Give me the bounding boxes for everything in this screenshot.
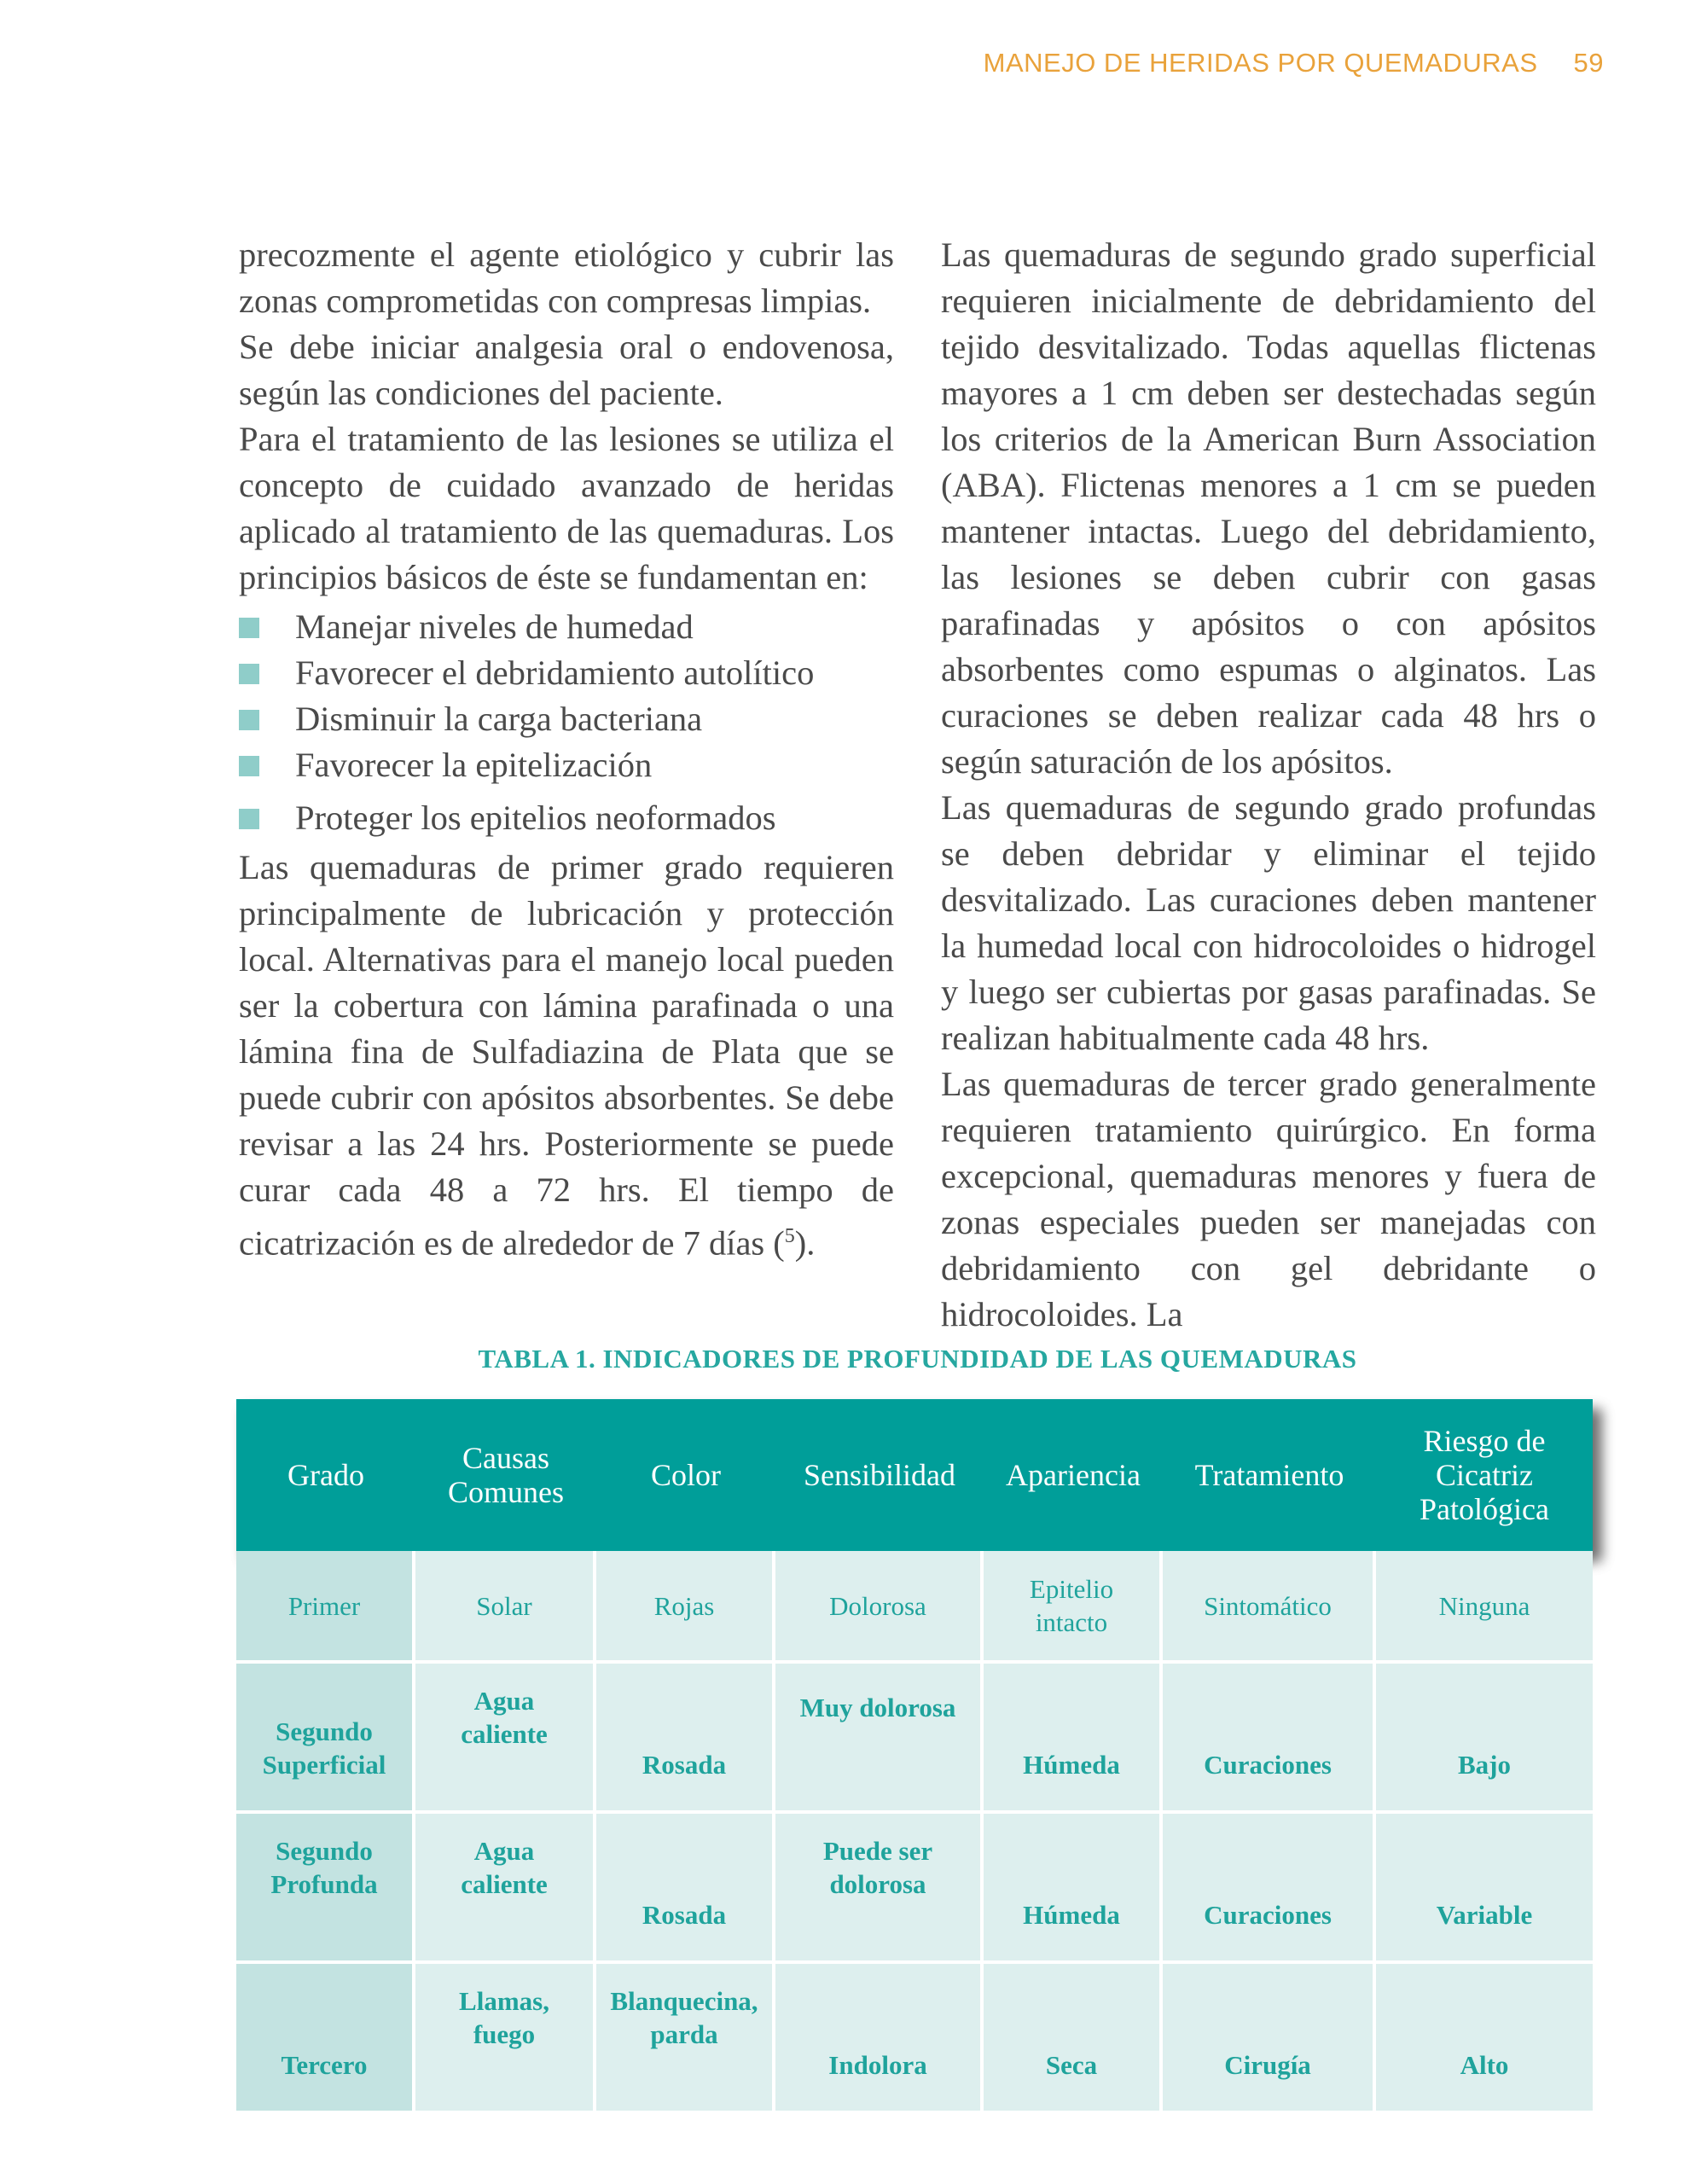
table-cell: Húmeda <box>984 1660 1163 1810</box>
running-header <box>938 48 1604 78</box>
table-cell: Epitelio intacto <box>984 1551 1163 1660</box>
list-item: Favorecer el debridamiento autolítico <box>239 650 894 696</box>
table-cell: Muy dolorosa <box>775 1660 984 1810</box>
column-header: Tratamiento <box>1163 1399 1376 1551</box>
square-bullet-icon <box>239 710 259 730</box>
table-cell: Rosada <box>596 1810 775 1960</box>
table-row <box>236 1551 1593 1660</box>
table-cell: Primer <box>236 1551 415 1660</box>
reference-number: 5 <box>784 1225 795 1247</box>
column-header: Color <box>596 1399 775 1551</box>
table-cell: Agua caliente <box>415 1660 596 1810</box>
table-cell: Variable <box>1376 1810 1593 1960</box>
table-cell: Solar <box>415 1551 596 1660</box>
table-cell: Agua caliente <box>415 1810 596 1960</box>
running-title: MANEJO DE HERIDAS POR QUEMADURAS <box>983 48 1538 78</box>
table-cell: Puede ser dolorosa <box>775 1810 984 1960</box>
table-cell: Ninguna <box>1376 1551 1593 1660</box>
square-bullet-icon <box>239 809 259 829</box>
table-cell: Cirugía <box>1163 1960 1376 2111</box>
column-header: Riesgo de Cicatriz Patológica <box>1376 1399 1593 1551</box>
left-paragraph-2: Se debe iniciar analgesia oral o endovenosa, según las condiciones del paciente. <box>239 328 894 412</box>
table-cell: Blanquecina, parda <box>596 1960 775 2111</box>
table-cell: Seca <box>984 1960 1163 2111</box>
table-cell: Húmeda <box>984 1810 1163 1960</box>
table-caption: TABLA 1. INDICADORES DE PROFUNDIDAD DE LAS QUEMADURAS <box>478 1344 1357 1374</box>
burn-depth-table <box>236 1399 1593 2111</box>
list-item: Proteger los epitelios neoformados <box>239 795 894 841</box>
table-cell: Rosada <box>596 1660 775 1810</box>
table-cell: Alto <box>1376 1960 1593 2111</box>
list-item: Manejar niveles de humedad <box>239 604 894 650</box>
right-paragraph-2: Las quemaduras de segundo grado profundas se deben debridar y eliminar el tejido desvitalizado. Las curaciones deben mantener la humedad local con hidrocoloides o hidrogel y luego ser cubiertas por gasas parafinadas. Se realizan habitualmente cada 48 hrs. <box>941 788 1596 1057</box>
table-cell: Rojas <box>596 1551 775 1660</box>
table-cell: Tercero <box>236 1960 415 2111</box>
column-header: Apariencia <box>984 1399 1163 1551</box>
table-cell: Curaciones <box>1163 1660 1376 1810</box>
left-paragraph-1: precozmente el agente etiológico y cubrir las zonas comprometidas con compresas limpias. <box>239 235 894 320</box>
table-row <box>236 1960 1593 2111</box>
table-cell: Sintomático <box>1163 1551 1376 1660</box>
table-cell: Bajo <box>1376 1660 1593 1810</box>
list-item: Favorecer la epitelización <box>239 742 894 788</box>
left-paragraph-4: Las quemaduras de primer grado requieren principalmente de lubricación y protección local. Alternativas para el manejo local pueden ser la cobertura con lámina parafinada o una lámina fina de Sulfadiazina de Plata que se puede cubrir con apósitos absorbentes. Se debe revisar a las 24 hrs. Posteriormente se puede curar cada 48 a 72 hrs. El tiempo de cicatrización es de alrededor de 7 días ($^5$). <box>239 848 894 1263</box>
list-item: Disminuir la carga bacteriana <box>239 696 894 742</box>
table-header <box>236 1399 1593 1551</box>
column-header: Causas Comunes <box>415 1399 596 1551</box>
square-bullet-icon <box>239 664 259 684</box>
square-bullet-icon <box>239 618 259 638</box>
left-column <box>239 232 894 1267</box>
table-cell: Indolora <box>775 1960 984 2111</box>
table-cell: Llamas, fuego <box>415 1960 596 2111</box>
table-cell: Curaciones <box>1163 1810 1376 1960</box>
right-paragraph-1: Las quemaduras de segundo grado superficial requieren inicialmente de debridamiento del tejido desvitalizado. Todas aquellas flictenas mayores a 1 cm deben ser destechadas según los criterios de la American Burn Association (ABA). Flictenas menores a 1 cm se pueden mantener intactas. Luego del debridamiento, las lesiones se deben cubrir con gasas parafinadas y apósitos o con apósitos absorbentes como espumas o alginatos. Las curaciones se deben realizar cada 48 hrs o según saturación de los apósitos. <box>941 235 1596 781</box>
table-row <box>236 1660 1593 1810</box>
right-paragraph-3: Las quemaduras de tercer grado generalmente requieren tratamiento quirúrgico. En forma excepcional, quemaduras menores y fuera de zonas especiales pueden ser manejadas con debridamiento con gel debridante o hidrocoloides. La <box>941 1065 1596 1333</box>
column-header: Grado <box>236 1399 415 1551</box>
principles-list <box>239 604 894 841</box>
left-paragraph-3: Para el tratamiento de las lesiones se utiliza el concepto de cuidado avanzado de heridas aplicado al tratamiento de las quemaduras. Los principios básicos de éste se fundamentan en: <box>239 420 894 596</box>
table-cell: Segundo Profunda <box>236 1810 415 1960</box>
table-cell: Segundo Superficial <box>236 1660 415 1810</box>
column-header: Sensibilidad <box>775 1399 984 1551</box>
table-cell: Dolorosa <box>775 1551 984 1660</box>
table-row <box>236 1810 1593 1960</box>
right-column <box>941 232 1596 1338</box>
page-number: 59 <box>1573 48 1604 78</box>
square-bullet-icon <box>239 756 259 776</box>
